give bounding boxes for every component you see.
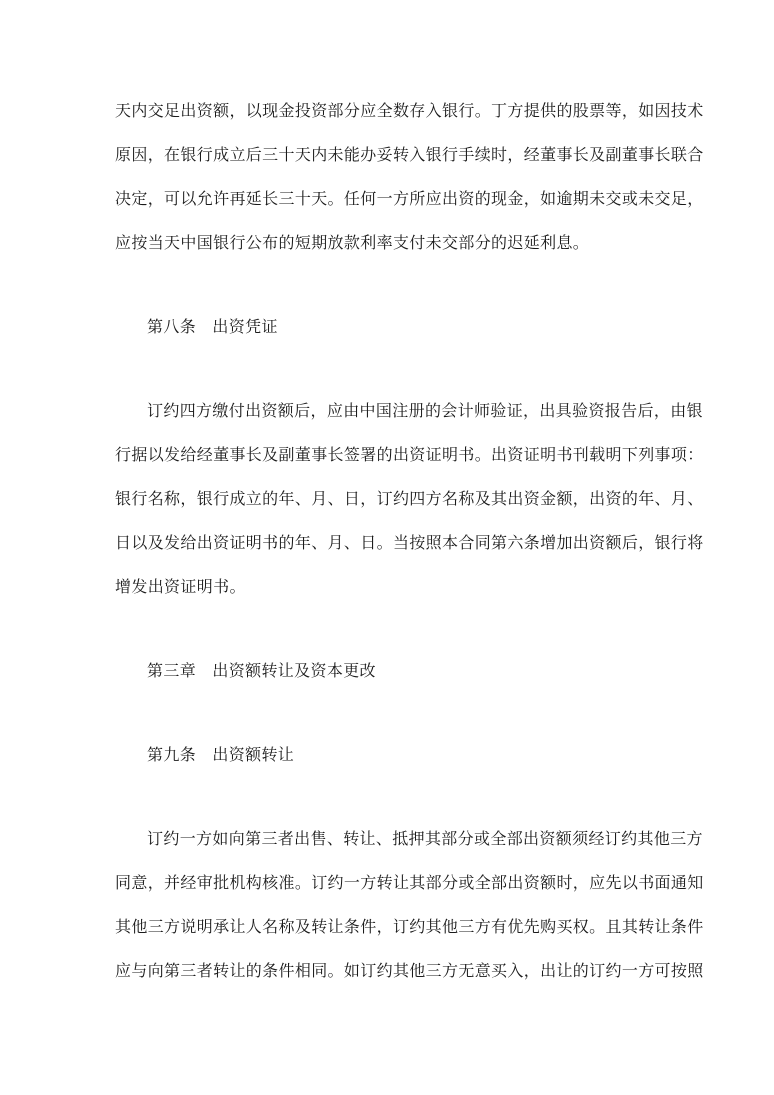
paragraph-1-line-3: 决定，可以允许再延长三十天。任何一方所应出资的现金，如逾期未交或未交足， <box>115 189 704 208</box>
paragraph-2-line-4: 日以及发给出资证明书的年、月、日。当按照本合同第六条增加出资额后，银行将 <box>115 533 704 552</box>
paragraph-3-line-3: 其他三方说明承让人名称及转让条件，订约其他三方有优先购买权。且其转让条件 <box>115 917 704 936</box>
paragraph-1-line-2: 原因，在银行成立后三十天内未能办妥转入银行手续时，经董事长及副董事长联合 <box>115 145 704 164</box>
paragraph-1-line-4: 应按当天中国银行公布的短期放款利率支付未交部分的迟延利息。 <box>115 233 590 252</box>
chapter-3-heading: 第三章 出资额转让及资本更改 <box>147 661 376 680</box>
paragraph-1-line-1: 天内交足出资额，以现金投资部分应全数存入银行。丁方提供的股票等，如因技术 <box>115 101 704 120</box>
paragraph-3-line-1: 订约一方如向第三者出售、转让、抵押其部分或全部出资额须经订约其他三方 <box>147 829 703 848</box>
paragraph-3-line-2: 同意，并经审批机构核准。订约一方转让其部分或全部出资额时，应先以书面通知 <box>115 873 704 892</box>
paragraph-2-line-5: 增发出资证明书。 <box>115 577 246 596</box>
article-8-heading: 第八条 出资凭证 <box>147 317 278 336</box>
article-9-heading: 第九条 出资额转让 <box>147 745 295 764</box>
paragraph-2-line-3: 银行名称，银行成立的年、月、日，订约四方名称及其出资金额，出资的年、月、 <box>115 489 704 508</box>
paragraph-3-line-4: 应与向第三者转让的条件相同。如订约其他三方无意买入，出让的订约一方可按照 <box>115 961 704 980</box>
paragraph-2-line-2: 行据以发给经董事长及副董事长签署的出资证明书。出资证明书刊载明下列事项： <box>115 445 704 464</box>
paragraph-2-line-1: 订约四方缴付出资额后，应由中国注册的会计师验证，出具验资报告后，由银 <box>147 401 703 420</box>
